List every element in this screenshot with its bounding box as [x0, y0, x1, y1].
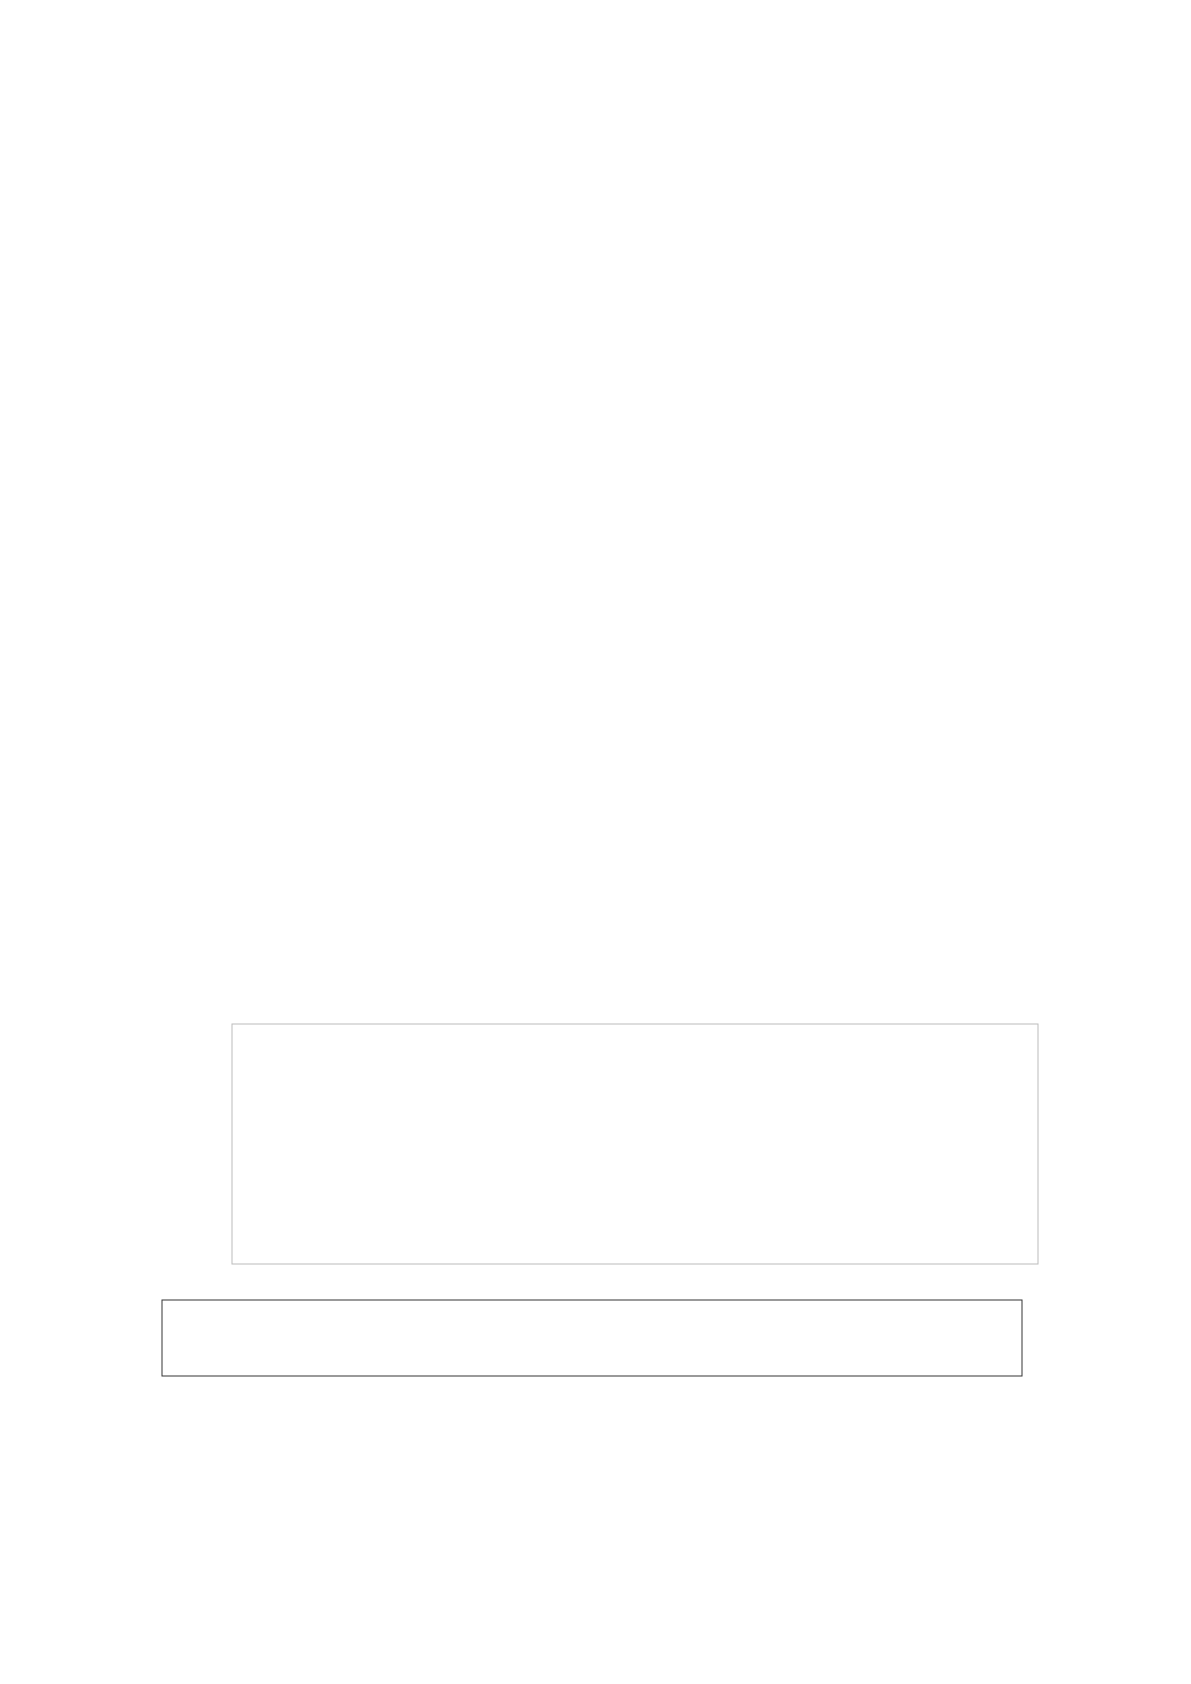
payables-chart — [140, 990, 1060, 1420]
